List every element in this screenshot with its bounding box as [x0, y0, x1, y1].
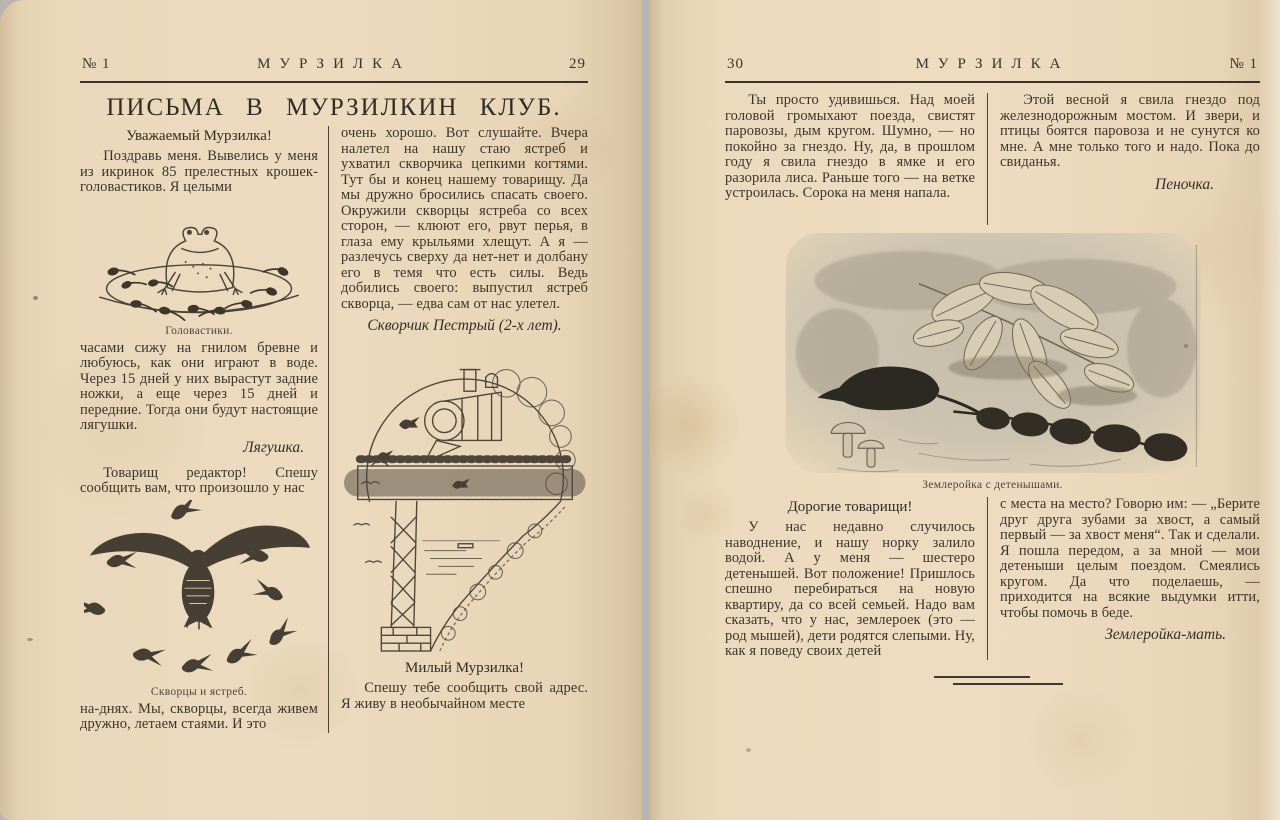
shrew-illustration	[725, 229, 1260, 477]
letter-signature: Пеночка.	[1155, 175, 1214, 193]
issue-number: № 1	[82, 56, 111, 72]
letter-paragraph: У нас недавно случилось наводнение, и нашу норку залило водой. А у меня — шестеро детенышей. Вот положение! Пришлось спешно перебираться на новую квартиру, да со всей семьей. Надо вам сказать, что у нас, землероек (это — род мышей), дети родятся слепыми. Ну, как я поведу своих детей	[725, 519, 975, 659]
running-head	[725, 56, 1260, 78]
two-column-text	[725, 497, 1260, 660]
divider-line	[953, 683, 1063, 685]
two-column-text	[725, 93, 1260, 225]
right-page	[650, 0, 1280, 820]
letter-paragraph: Товарищ редактор! Спешу сообщить вам, что произошло у нас	[80, 464, 318, 496]
letter-paragraph: на-днях. Мы, скворцы, всегда живем дружно, летаем стаями. И это	[80, 700, 318, 732]
frog-illustration	[80, 199, 318, 323]
magazine-title: МУРЗИЛКА	[257, 56, 411, 72]
divider-line	[934, 676, 1030, 678]
end-of-article-divider	[725, 676, 1260, 688]
left-column	[725, 497, 988, 660]
right-column	[329, 126, 588, 733]
train-bridge-illustration	[341, 338, 588, 658]
letter-paragraph: очень хорошо. Вот слушайте. Вчера налетел на нашу стаю ястреб и ухватил скворчика цепкими когтями. Тут бы и конец нашему товарищу. Да мы дружно бросились спасать своего. Окружили скворцы ястреба со всех сторон, — клюют его, рвут перья, в глаза ему крыльями хлещут. А я — разлечусь сверху да нет-нет и долбану его в темя что есть силы. Ведь добились своего: выпустил ястреб скворца, — едва сам от нас улетел.	[341, 125, 588, 312]
right-column	[988, 497, 1260, 660]
paper-speck	[372, 212, 375, 215]
header-rule	[80, 81, 588, 83]
left-column	[725, 93, 988, 225]
hawk-illustration	[80, 500, 318, 684]
letter-paragraph: Поздравь меня. Вывелись у меня из икринок 85 прелестных крошек-головастиков. Я целыми	[80, 148, 318, 195]
letter-salutation: Уважаемый Мурзилка!	[126, 128, 272, 144]
paper-speck	[33, 296, 38, 300]
letter-paragraph: с места на место? Говорю им: — „Берите друг друга зубами за хвост, а самый первый — за хвост меня“. Так и сделали. Я пошла передом, а за мной — мои детеныши целым поездом. Смеялись кругом. Да что поделаешь, — приходится на всякие выдумки итти, чтобы помочь в беде.	[1000, 496, 1260, 621]
illustration-caption: Скворцы и ястреб.	[150, 685, 248, 698]
letter-signature: Землеройка-мать.	[1105, 626, 1226, 643]
letter-paragraph: часами сижу на гнилом бревне и любуюсь, как они играют в воде. Через 15 дней у них вырастут задние ножки, а еще через 15 дней и передние. Тогда они будут настоящие лягушки.	[80, 339, 318, 433]
letter-signature: Скворчик Пестрый (2-х лет).	[367, 317, 562, 334]
letter-salutation: Дорогие товарищи!	[787, 499, 913, 515]
two-column-text	[80, 126, 588, 733]
page-number: 29	[569, 56, 586, 72]
letter-paragraph: Ты просто удивишься. Над моей головой громыхают поезда, свистят паровозы, дым кругом. Шумно, — но покойно за гнездо. Ну, да, в прошлом году я свила гнездо в ямке и его разорила лиса. Раньше того — на ветке устроилась. Сорока на меня напала.	[725, 92, 975, 201]
paper-speck	[1184, 344, 1188, 348]
running-head	[80, 56, 588, 78]
letter-paragraph: Этой весной я свила гнездо под железнодорожным мостом. И звери, и птицы боятся паровоза и не сунутся ко мне. А мне только того и надо. Пока до свиданья.	[1000, 92, 1260, 170]
illustration-caption: Головастики.	[165, 324, 233, 337]
letter-signature: Лягушка.	[243, 438, 304, 456]
paper-speck	[27, 638, 33, 641]
paper-speck	[746, 748, 751, 752]
page-number: 30	[727, 56, 744, 72]
magazine-title: МУРЗИЛКА	[915, 56, 1070, 72]
issue-number: № 1	[1229, 56, 1258, 72]
left-column	[80, 126, 329, 733]
header-rule	[725, 81, 1260, 83]
letter-paragraph: Спешу тебе сообщить свой адрес. Я живу в необычайном месте	[341, 680, 588, 712]
letter-salutation: Милый Мурзилка!	[404, 660, 524, 676]
illustration-caption: Землеройка с детенышами.	[922, 479, 1063, 491]
section-title: ПИСЬМА В МУРЗИЛКИН КЛУБ.	[106, 94, 562, 121]
right-column	[988, 93, 1260, 225]
